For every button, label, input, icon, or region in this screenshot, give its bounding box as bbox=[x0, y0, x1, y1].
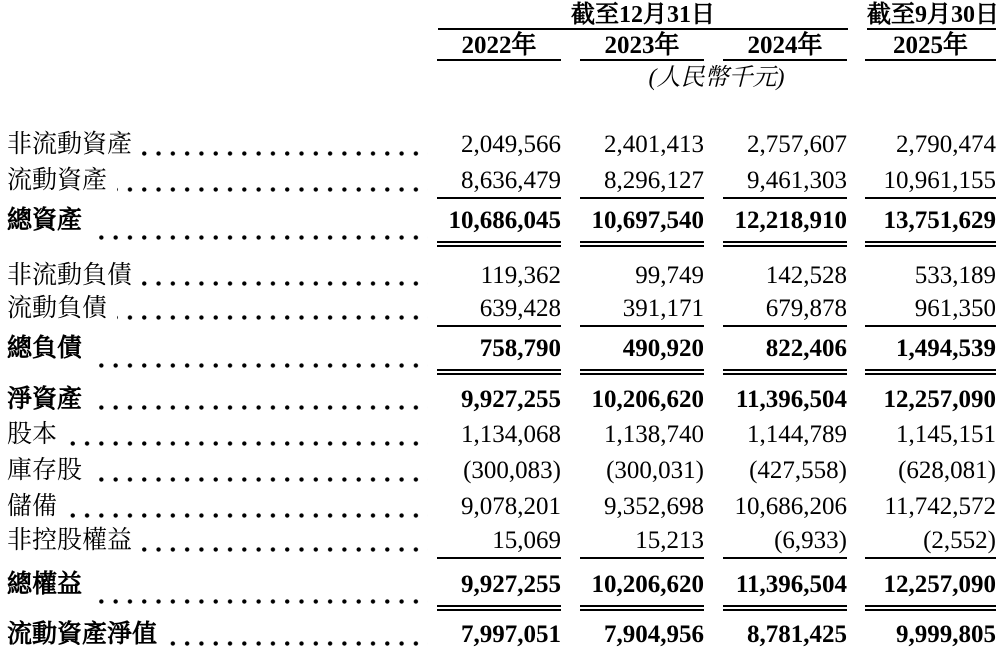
dot-leader bbox=[92, 405, 428, 410]
row-label-cell bbox=[4, 383, 418, 417]
value-2024: 142,528 bbox=[765, 262, 847, 289]
period-header-row bbox=[4, 2, 999, 30]
row-label-cell bbox=[4, 331, 418, 375]
table-row bbox=[4, 259, 996, 293]
table-row bbox=[4, 489, 996, 525]
dot-leader bbox=[92, 363, 428, 368]
row-label-cell bbox=[4, 165, 418, 199]
header-spacer bbox=[4, 2, 419, 30]
value-2024: 11,396,504 bbox=[735, 386, 847, 413]
value-2025: 12,257,090 bbox=[883, 386, 996, 413]
row-label: 流動資產淨值 bbox=[7, 621, 158, 648]
value-2023: 2,401,413 bbox=[604, 131, 704, 158]
row-label: 儲備 bbox=[7, 493, 58, 520]
dot-leader bbox=[117, 187, 428, 192]
dot-leader bbox=[117, 315, 428, 320]
value-2024: 2,757,607 bbox=[747, 131, 847, 158]
value-2022: (300,083) bbox=[463, 457, 561, 484]
table-row bbox=[4, 453, 996, 489]
dot-leader bbox=[142, 281, 428, 286]
table-row bbox=[4, 383, 996, 417]
row-label: 非流動資產 bbox=[7, 131, 133, 158]
row-label: 淨資產 bbox=[7, 386, 83, 413]
row-label: 非控股權益 bbox=[7, 527, 133, 554]
value-2023: 10,206,620 bbox=[580, 567, 704, 611]
row-label-cell bbox=[4, 617, 418, 653]
value-2022: 9,927,255 bbox=[437, 567, 561, 611]
row-label-cell bbox=[4, 453, 418, 489]
value-2024: 10,686,206 bbox=[734, 493, 847, 520]
row-label: 總負債 bbox=[7, 335, 83, 362]
dot-leader bbox=[167, 641, 428, 646]
value-2024: 11,396,504 bbox=[723, 567, 847, 611]
value-2024: (427,558) bbox=[749, 457, 847, 484]
value-2025: 533,189 bbox=[914, 262, 996, 289]
table-row bbox=[4, 417, 996, 453]
year-header-row bbox=[4, 33, 996, 61]
value-2022: 9,078,201 bbox=[461, 493, 561, 520]
row-label-cell bbox=[4, 203, 418, 247]
value-2023: 490,920 bbox=[580, 331, 704, 375]
value-2024: 822,406 bbox=[723, 331, 847, 375]
value-2025: 1,494,539 bbox=[865, 331, 996, 375]
row-label: 總權益 bbox=[7, 571, 83, 598]
value-2022: 10,686,045 bbox=[437, 203, 561, 247]
value-2025: 9,999,805 bbox=[896, 621, 996, 648]
value-2022: 119,362 bbox=[480, 262, 561, 289]
value-2024: 679,878 bbox=[723, 293, 847, 327]
value-2025: 1,145,151 bbox=[896, 421, 996, 448]
row-label-cell bbox=[4, 293, 418, 327]
value-2023: (300,031) bbox=[606, 457, 704, 484]
value-2023: 9,352,698 bbox=[604, 493, 704, 520]
value-2022: 758,790 bbox=[437, 331, 561, 375]
value-2023: 391,171 bbox=[580, 293, 704, 327]
value-2023: 8,296,127 bbox=[580, 165, 704, 199]
row-label: 非流動負債 bbox=[7, 262, 133, 289]
table-row bbox=[4, 293, 996, 327]
table-row bbox=[4, 203, 996, 247]
value-2024: 9,461,303 bbox=[723, 165, 847, 199]
dot-leader bbox=[142, 151, 428, 156]
value-2025: 13,751,629 bbox=[865, 203, 996, 247]
currency-unit-note: (人民幣千元) bbox=[648, 65, 785, 91]
value-2024: 1,144,789 bbox=[747, 421, 847, 448]
row-label-cell bbox=[4, 525, 418, 559]
dot-leader bbox=[92, 599, 428, 604]
dot-leader bbox=[142, 547, 428, 552]
value-2022: 15,069 bbox=[437, 525, 561, 559]
row-label: 總資產 bbox=[7, 207, 83, 234]
year-header-2025: 2025年 bbox=[865, 33, 996, 61]
year-header-2022: 2022年 bbox=[437, 33, 561, 61]
value-2023: 99,749 bbox=[635, 262, 704, 289]
row-label: 流動負債 bbox=[7, 295, 108, 322]
value-2023: 10,697,540 bbox=[580, 203, 704, 247]
header-spacer bbox=[4, 66, 418, 90]
row-label: 庫存股 bbox=[7, 457, 83, 484]
value-2023: 1,138,740 bbox=[604, 421, 704, 448]
value-2024: 12,218,910 bbox=[723, 203, 847, 247]
header-spacer bbox=[4, 33, 418, 61]
financial-position-table bbox=[4, 2, 999, 653]
value-2023: 7,904,956 bbox=[604, 621, 704, 648]
value-2022: 8,636,479 bbox=[437, 165, 561, 199]
dot-leader bbox=[67, 513, 428, 518]
row-label-cell bbox=[4, 489, 418, 525]
table-row bbox=[4, 331, 996, 375]
value-2025: 12,257,090 bbox=[865, 567, 996, 611]
row-label-cell bbox=[4, 417, 418, 453]
dot-leader bbox=[92, 235, 428, 240]
value-2024: (6,933) bbox=[723, 525, 847, 559]
row-label-cell bbox=[4, 567, 418, 611]
table-row bbox=[4, 165, 996, 199]
row-label: 流動資產 bbox=[7, 167, 108, 194]
value-2022: 1,134,068 bbox=[461, 421, 561, 448]
value-2025: 961,350 bbox=[865, 293, 996, 327]
value-2025: 10,961,155 bbox=[865, 165, 996, 199]
value-2022: 2,049,566 bbox=[461, 131, 561, 158]
row-label-cell bbox=[4, 259, 418, 293]
period-header-sep30: 截至9月30日 bbox=[867, 2, 999, 28]
currency-unit-row bbox=[4, 66, 996, 90]
table-row bbox=[4, 567, 996, 611]
table-row bbox=[4, 617, 996, 653]
value-2025: (628,081) bbox=[898, 457, 996, 484]
table-body bbox=[4, 127, 996, 653]
value-2022: 9,927,255 bbox=[461, 386, 561, 413]
value-2022: 639,428 bbox=[437, 293, 561, 327]
value-2025: 2,790,474 bbox=[896, 131, 996, 158]
value-2024: 8,781,425 bbox=[747, 621, 847, 648]
period-header-dec31: 截至12月31日 bbox=[438, 2, 848, 30]
year-header-2023: 2023年 bbox=[580, 33, 704, 61]
value-2023: 10,206,620 bbox=[591, 386, 704, 413]
dot-leader bbox=[92, 477, 428, 482]
year-header-2024: 2024年 bbox=[723, 33, 847, 61]
value-2025: (2,552) bbox=[865, 525, 996, 559]
dot-leader bbox=[67, 441, 428, 446]
value-2023: 15,213 bbox=[580, 525, 704, 559]
value-2025: 11,742,572 bbox=[884, 493, 996, 520]
table-row bbox=[4, 127, 996, 163]
table-row bbox=[4, 525, 996, 559]
row-label: 股本 bbox=[7, 421, 58, 448]
value-2022: 7,997,051 bbox=[461, 621, 561, 648]
row-label-cell bbox=[4, 127, 418, 163]
